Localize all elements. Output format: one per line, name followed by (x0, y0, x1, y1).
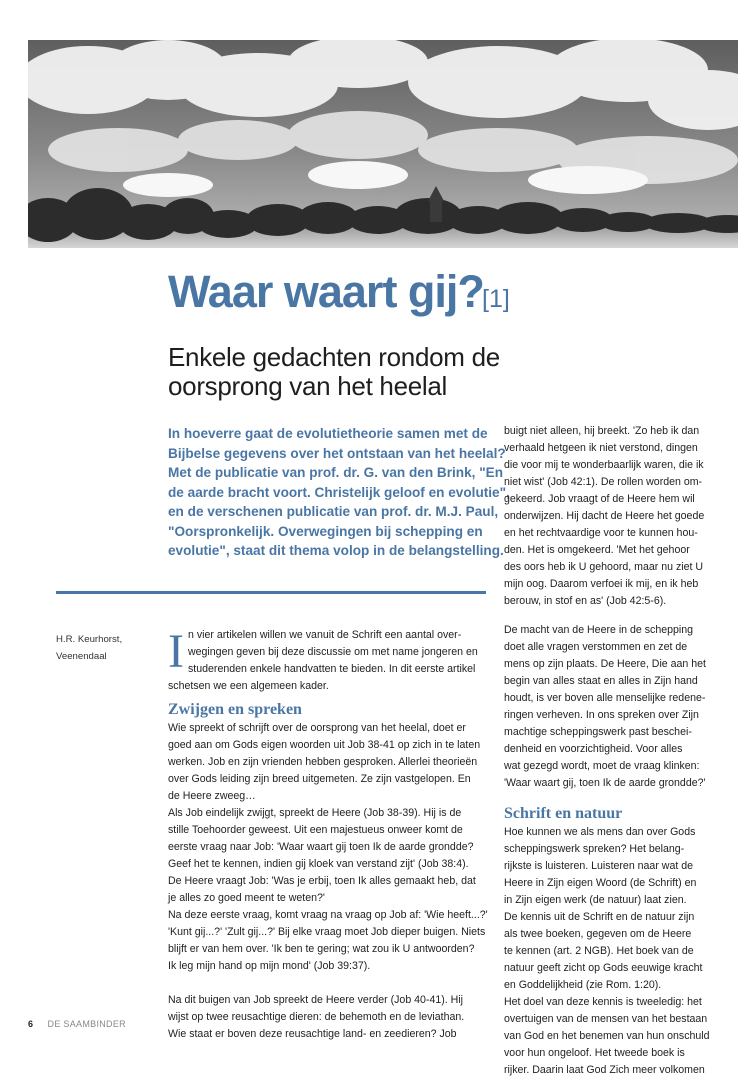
article-title: Waar waart gij? (168, 266, 484, 317)
text-line: schetsen we een algemeen kader. (168, 680, 329, 692)
subtitle-line: Enkele gedachten rondom de (168, 342, 500, 372)
lead-line: en de verschenen publicatie van prof. dr. M.J. Paul, (168, 504, 499, 519)
text-line: mijn oog. Daarom verfoei ik mij, en ik heb (504, 578, 699, 590)
text-line: te kennen (art. 2 NGB). Het boek van de (504, 945, 694, 957)
text-line: De kennis uit de Schrift en de natuur zijn (504, 911, 695, 923)
body-paragraph (504, 622, 714, 792)
text-line: natuur geeft zicht op Gods eeuwige kracht (504, 962, 703, 974)
divider-rule (56, 591, 486, 594)
text-line: Als Job eindelijk zwijgt, spreekt de Heere (Job 38-39). Hij is de (168, 807, 462, 819)
text-line: Na dit buigen van Job spreekt de Heere verder (Job 40-41). Hij (168, 994, 464, 1006)
text-line: wegingen geven bij deze discussie om met name jongeren en (188, 646, 478, 658)
text-line: voor hun ongeloof. Het tweede boek is (504, 1047, 685, 1059)
author-byline (56, 631, 122, 665)
text-line: in Zijn eigen werk (de natuur) laat zien. (504, 894, 687, 906)
text-line: begin van alles staat en alles in Zijn hand (504, 675, 698, 687)
text-line: doet alle vragen verstommen en zet de (504, 641, 688, 653)
page-footer (28, 1018, 126, 1030)
middle-column (168, 627, 486, 1043)
lead-line: evolutie", staat dit thema volop in de belangstelling. (168, 543, 504, 558)
text-line: over Gods leiding zijn breed uitgemeten. Ze zijn vastgelopen. En (168, 773, 471, 785)
body-paragraph (504, 824, 714, 1079)
lead-paragraph (168, 424, 510, 561)
body-paragraph (504, 423, 714, 610)
text-line: rijkste is luisteren. Luisteren naar wat de (504, 860, 694, 872)
section-heading: Zwijgen en spreken (168, 701, 302, 718)
text-line: niet wist' (Job 42:1). De rollen worden om- (504, 476, 703, 488)
text-line: De macht van de Heere in de schepping (504, 624, 694, 636)
text-line: denheid en voorzichtigheid. Voor alles (504, 743, 683, 755)
text-line: studerenden enkele handvatten te bieden. In dit eerste artikel (188, 663, 476, 675)
text-line: de Heere zweeg… (168, 790, 256, 802)
section-paragraph (168, 720, 486, 975)
text-line: je alles zo goed meent te weten?' (168, 892, 325, 904)
text-line: stille Toehoorder geweest. Uit een majestueus onweer komt de (168, 824, 463, 836)
subtitle-line: oorsprong van het heelal (168, 371, 448, 401)
text-line: en het rechtvaardige voor te kunnen hou- (504, 527, 698, 539)
section-paragraph (168, 992, 486, 1043)
text-line: gekeerd. Job vraagt of de Heere hem wil (504, 493, 695, 505)
page-number: 6 (28, 1019, 34, 1029)
intro-paragraph (168, 627, 486, 695)
text-line: goed aan om Gods eigen woorden uit Job 38-41 op zich in te laten (168, 739, 481, 751)
text-line: buigt niet alleen, hij breekt. 'Zo heb ik dan (504, 425, 700, 437)
text-line: Ik leg mijn hand op mijn mond' (Job 39:37). (168, 960, 371, 972)
text-line: blijft er van hem over. 'Ik ben te gering; wat zou ik U antwoorden? (168, 943, 475, 955)
text-line: rijker. Daarin laat God Zich meer volkomen (504, 1064, 705, 1076)
text-line: scheppingswerk spreken? Het belang- (504, 843, 685, 855)
text-line: die voor mij te wonderbaarlijk waren, die ik (504, 459, 704, 471)
part-number: [1] (482, 285, 510, 313)
text-line: 'Waar waart gij, toen Ik de aarde grondde?' (504, 777, 706, 789)
lead-line: de aarde bracht voort. Christelijk geloof en evolutie", (168, 484, 510, 500)
lead-line: Bijbelse gegevens over het ontstaan van het heelal? (168, 445, 506, 461)
text-line: Het doel van deze kennis is tweeledig: het (504, 996, 702, 1008)
text-line: houdt, is ver boven alle menselijke redene- (504, 692, 706, 704)
text-line: Wie staat er boven deze reusachtige land- en zeedieren? Job (168, 1028, 457, 1040)
text-line: Heere in Zijn eigen Woord (de Schrift) en (504, 877, 697, 889)
text-line: verhaald hetgeen ik niet verstond, dingen (504, 442, 698, 454)
text-line: Geef het te kennen, indien gij kloek van verstand zijt' (Job 38:4). (168, 858, 469, 870)
text-line: wijst op twee reusachtige dieren: de behemoth en de leviathan. (168, 1011, 465, 1023)
text-line: mens op zijn plaats. De Heere, Die aan het (504, 658, 706, 670)
text-line: onderwijzen. Hij dacht de Heere het goede (504, 510, 705, 522)
lead-line: "Oorspronkelijk. Overwegingen bij schepping en (168, 523, 483, 539)
article-subtitle (168, 343, 528, 401)
author-name: H.R. Keurhorst, (56, 634, 123, 645)
author-place: Veenendaal (56, 651, 107, 662)
right-column (504, 423, 714, 1079)
magazine-name: DE SAAMBINDER (47, 1019, 126, 1029)
text-line: berouw, in stof en as' (Job 42:5-6). (504, 595, 667, 607)
lead-line: In hoeverre gaat de evolutietheorie samen met de (168, 426, 488, 441)
drop-cap: I (168, 625, 184, 678)
text-line: n vier artikelen willen we vanuit de Schrift een aantal over- (188, 629, 462, 641)
text-line: overtuigen van de mensen van het bestaan (504, 1013, 708, 1025)
text-line: De Heere vraagt Job: 'Was je erbij, toen Ik alles gemaakt heb, dat (168, 875, 476, 887)
text-line: des oors heb ik U gehoord, maar nu ziet U (504, 561, 704, 573)
text-line: ringen verheven. In ons spreken over Zijn (504, 709, 699, 721)
text-line: eerste vraag naar Job: 'Waar waart gij toen Ik de aarde grondde? (168, 841, 474, 853)
text-line: en Goddelijkheid (zie Rom. 1:20). (504, 979, 662, 991)
text-line: machtige scheppingswerk past beschei- (504, 726, 692, 738)
text-line: als twee boeken, gegeven om de Heere (504, 928, 692, 940)
text-line: 'Kunt gij...?' 'Zult gij...?' Bij elke vraag moet Job dieper buigen. Niets (168, 926, 486, 938)
text-line: van God en het benemen van hun onschuld (504, 1030, 710, 1042)
text-line: werken. Job en zijn vrienden hebben gesproken. Allerlei theorieën (168, 756, 478, 768)
text-line: den. Het is omgekeerd. 'Met het gehoor (504, 544, 690, 556)
text-line: Hoe kunnen we als mens dan over Gods (504, 826, 696, 838)
lead-line: Met de publicatie van prof. dr. G. van den Brink, "En (168, 465, 504, 480)
text-line: wat gezegd wordt, moet de vraag klinken: (504, 760, 700, 772)
section-heading: Schrift en natuur (504, 805, 623, 822)
landscape-photo (28, 40, 738, 248)
text-line: Na deze eerste vraag, komt vraag na vraag op Job af: 'Wie heeft...?' (168, 909, 488, 921)
text-line: Wie spreekt of schrijft over de oorsprong van het heelal, doet er (168, 722, 466, 734)
